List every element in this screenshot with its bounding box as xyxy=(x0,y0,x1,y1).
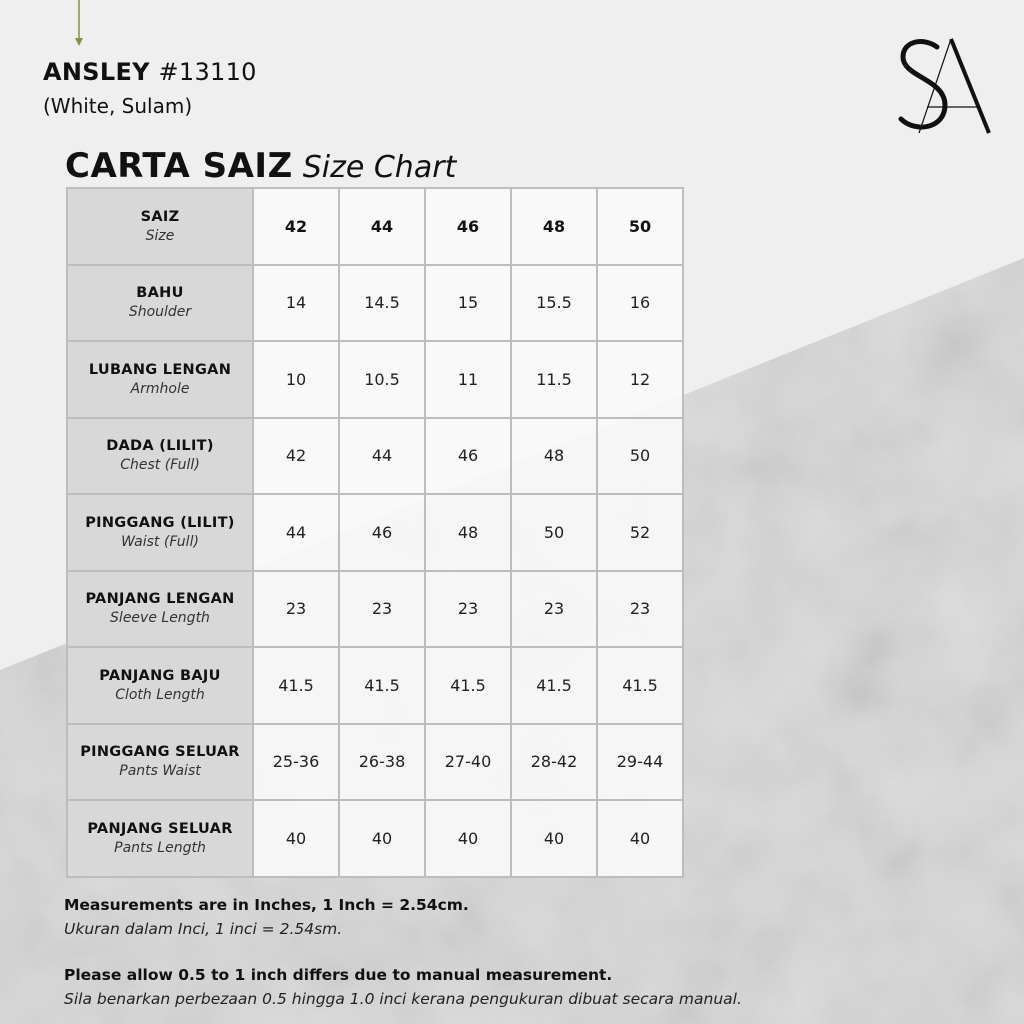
table-row xyxy=(67,265,683,342)
row-label-ms: BAHU xyxy=(136,285,184,302)
row-label-ms: PINGGANG SELUAR xyxy=(80,744,240,761)
table-row xyxy=(67,647,683,724)
row-label-ms: LUBANG LENGAN xyxy=(88,361,232,378)
row-label-en: Pants Length xyxy=(114,839,206,856)
row-label-ms: PANJANG LENGAN xyxy=(85,591,235,608)
table-cell: 16 xyxy=(597,265,683,342)
size-header-cell: 44 xyxy=(339,188,425,265)
measurement-notes xyxy=(64,893,964,1011)
row-label-cell xyxy=(67,418,253,495)
row-label-cell xyxy=(67,494,253,571)
table-cell: 10 xyxy=(253,341,339,418)
table-cell: 41.5 xyxy=(253,647,339,724)
row-label-ms: PANJANG BAJU xyxy=(99,667,221,684)
table-cell: 40 xyxy=(511,800,597,877)
accent-arrow-icon xyxy=(73,0,85,48)
table-cell: 23 xyxy=(339,571,425,648)
table-row xyxy=(67,571,683,648)
table-cell: 23 xyxy=(511,571,597,648)
table-cell: 41.5 xyxy=(597,647,683,724)
row-label-en: Armhole xyxy=(130,380,190,397)
table-cell: 10.5 xyxy=(339,341,425,418)
table-cell: 46 xyxy=(425,418,511,495)
row-label-cell xyxy=(67,265,253,342)
sa-monogram-logo-icon xyxy=(893,33,995,137)
table-cell: 27-40 xyxy=(425,724,511,801)
table-cell: 26-38 xyxy=(339,724,425,801)
table-cell: 15.5 xyxy=(511,265,597,342)
table-cell: 41.5 xyxy=(511,647,597,724)
table-cell: 23 xyxy=(253,571,339,648)
table-cell: 11 xyxy=(425,341,511,418)
row-label-en: Cloth Length xyxy=(115,686,205,703)
table-cell: 52 xyxy=(597,494,683,571)
note-allow-en: Please allow 0.5 to 1 inch differs due to manual measurement. xyxy=(64,966,613,984)
table-cell: 48 xyxy=(511,418,597,495)
table-cell: 41.5 xyxy=(425,647,511,724)
chart-title-ms: CARTA SAIZ xyxy=(65,146,293,186)
size-chart-table xyxy=(66,187,684,878)
row-label-en: Waist (Full) xyxy=(121,533,199,550)
table-cell: 40 xyxy=(597,800,683,877)
row-label-en: Sleeve Length xyxy=(110,610,210,627)
product-variant: (White, Sulam) xyxy=(43,94,193,118)
header-label-ms: SAIZ xyxy=(140,208,180,225)
row-label-cell xyxy=(67,571,253,648)
table-cell: 50 xyxy=(597,418,683,495)
product-name: ANSLEY xyxy=(43,58,150,86)
table-cell: 23 xyxy=(425,571,511,648)
table-row xyxy=(67,724,683,801)
table-cell: 40 xyxy=(425,800,511,877)
table-cell: 40 xyxy=(253,800,339,877)
row-label-cell xyxy=(67,724,253,801)
table-cell: 12 xyxy=(597,341,683,418)
table-row xyxy=(67,800,683,877)
table-cell: 41.5 xyxy=(339,647,425,724)
note-allow-ms: Sila benarkan perbezaan 0.5 hingga 1.0 inci kerana pengukuran dibuat secara manual. xyxy=(64,990,742,1008)
table-row xyxy=(67,341,683,418)
chart-title-en: Size Chart xyxy=(302,150,457,185)
table-cell: 44 xyxy=(339,418,425,495)
table-cell: 50 xyxy=(511,494,597,571)
table-cell: 42 xyxy=(253,418,339,495)
product-title xyxy=(43,58,257,86)
table-cell: 14.5 xyxy=(339,265,425,342)
table-cell: 25-36 xyxy=(253,724,339,801)
size-header-cell: 50 xyxy=(597,188,683,265)
table-cell: 48 xyxy=(425,494,511,571)
table-cell: 15 xyxy=(425,265,511,342)
row-label-cell xyxy=(67,800,253,877)
product-code: #13110 xyxy=(158,58,257,86)
row-label-cell xyxy=(67,647,253,724)
chart-title xyxy=(65,146,456,186)
row-label-ms: DADA (LILIT) xyxy=(106,438,214,455)
row-label-cell xyxy=(67,341,253,418)
table-cell: 46 xyxy=(339,494,425,571)
table-cell: 40 xyxy=(339,800,425,877)
table-cell: 29-44 xyxy=(597,724,683,801)
table-row xyxy=(67,418,683,495)
table-cell: 14 xyxy=(253,265,339,342)
size-header-cell: 46 xyxy=(425,188,511,265)
table-cell: 11.5 xyxy=(511,341,597,418)
size-header-cell: 48 xyxy=(511,188,597,265)
row-label-en: Chest (Full) xyxy=(120,457,200,474)
row-label-ms: PINGGANG (LILIT) xyxy=(85,514,235,531)
header-label-cell xyxy=(67,188,253,265)
table-cell: 23 xyxy=(597,571,683,648)
table-header-row xyxy=(67,188,683,265)
table-row xyxy=(67,494,683,571)
note-unit-en: Measurements are in Inches, 1 Inch = 2.54cm. xyxy=(64,896,469,914)
row-label-en: Pants Waist xyxy=(119,763,201,780)
header-label-en: Size xyxy=(145,227,175,244)
size-header-cell: 42 xyxy=(253,188,339,265)
note-unit-ms: Ukuran dalam Inci, 1 inci = 2.54sm. xyxy=(64,920,343,938)
table-cell: 28-42 xyxy=(511,724,597,801)
row-label-en: Shoulder xyxy=(128,304,192,321)
row-label-ms: PANJANG SELUAR xyxy=(87,820,233,837)
table-cell: 44 xyxy=(253,494,339,571)
